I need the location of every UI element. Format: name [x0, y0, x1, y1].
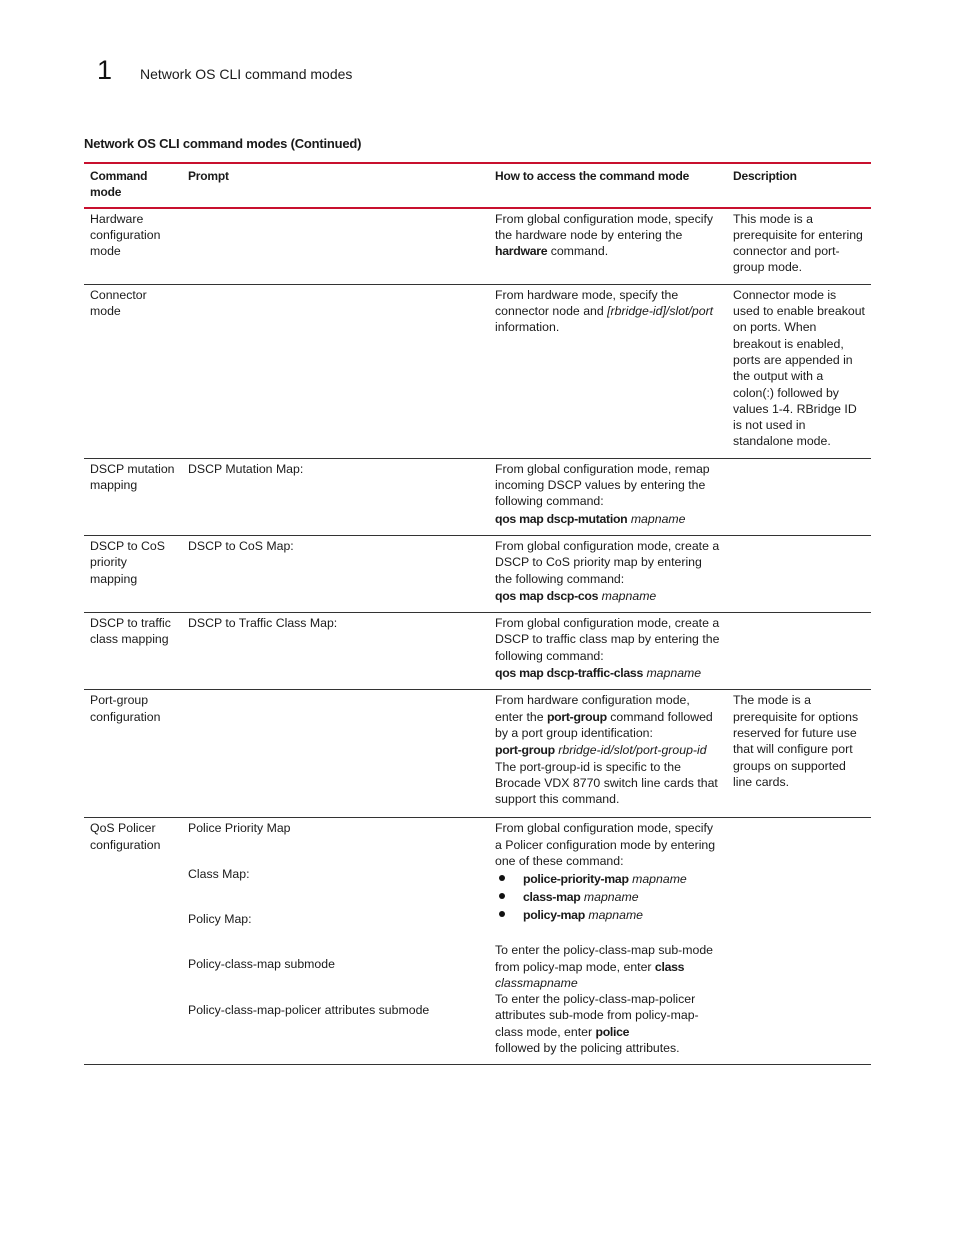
prompt-class-map: Class Map: [188, 866, 250, 881]
access-note: The port-group-id is specific to the Brocade VDX 8770 switch line cards that support this command. [495, 759, 718, 807]
chapter-number: 1 [97, 55, 113, 85]
prompt-cell [182, 690, 489, 818]
mode-cell: Hardware configuration mode [90, 211, 161, 259]
command-keyword: police-priority-map [523, 872, 629, 887]
command-keyword: policy-map [523, 908, 585, 923]
access-cell [489, 818, 727, 1065]
mode-cell: Connector mode [90, 287, 147, 319]
table-row [84, 818, 871, 1065]
command-keyword: hardware [495, 244, 548, 259]
mode-cell: Port-group configuration [90, 693, 161, 724]
access-text: information. [495, 320, 560, 335]
prompt-cell: DSCP to CoS Map: [188, 538, 294, 553]
command-argument: [rbridge-id]/slot/port [607, 304, 714, 319]
command-argument: mapname [630, 511, 686, 526]
mode-cell: QoS Policer configuration [90, 821, 161, 852]
prompt-policer-attributes: Policy-class-map-policer attributes submode [188, 1002, 430, 1017]
command-keyword: police [595, 1024, 630, 1039]
access-text: From global configuration mode, create a DSCP to CoS priority map by entering the following command: [495, 538, 720, 586]
list-item [495, 870, 721, 888]
description-cell: This mode is a prerequisite for entering connector and port-group mode. [733, 211, 863, 275]
access-text: command followed by a port group identification: [495, 709, 713, 740]
command-keyword: class [654, 959, 685, 974]
list-item [495, 888, 721, 906]
command-argument: mapname [583, 890, 639, 905]
list-item [495, 906, 721, 924]
command-modes-table [84, 162, 871, 1065]
command-argument: mapname [601, 588, 657, 603]
table-row [84, 208, 871, 285]
column-header-description: Description [733, 169, 797, 183]
prompt-police-priority-map: Police Priority Map [188, 821, 291, 836]
column-header-access: How to access the command mode [495, 169, 690, 183]
mode-cell: DSCP to traffic class mapping [90, 616, 171, 647]
access-text: From global configuration mode, create a DSCP to traffic class map by entering the following command: [495, 616, 720, 663]
access-cell [489, 690, 727, 818]
command-keyword: qos map dscp-traffic-class [495, 666, 644, 681]
table-title: Network OS CLI command modes (Continued) [84, 136, 362, 151]
mode-cell: DSCP to CoS priority mapping [90, 538, 165, 586]
access-text: From global configuration mode, remap incoming DSCP values by entering the following command: [495, 461, 710, 509]
access-text: followed by the policing attributes. [495, 1040, 680, 1055]
access-cell [489, 208, 727, 285]
table-row [84, 458, 871, 535]
mode-cell: DSCP mutation mapping [90, 461, 175, 493]
access-cell [489, 284, 727, 458]
column-header-command-mode: Command mode [90, 169, 148, 200]
access-cell [489, 458, 727, 535]
command-keyword: qos map dscp-mutation [495, 511, 628, 526]
description-cell [727, 535, 871, 612]
command-argument: classmapname [495, 975, 578, 990]
column-header-prompt: Prompt [188, 169, 229, 183]
command-argument: mapname [588, 908, 644, 923]
prompt-cell [182, 818, 489, 1065]
command-keyword: class-map [523, 890, 581, 905]
access-text: To enter the policy-class-map-policer attributes sub-mode from policy-map-class mode, enter [495, 992, 699, 1039]
prompt-cell: DSCP Mutation Map: [188, 461, 304, 476]
access-text: From hardware configuration mode, enter the [495, 693, 690, 724]
prompt-cell [182, 284, 489, 458]
prompt-cell: DSCP to Traffic Class Map: [188, 616, 338, 631]
table-row [84, 535, 871, 612]
command-argument: mapname [646, 666, 702, 681]
prompt-cell [182, 208, 489, 285]
description-cell [727, 613, 871, 690]
command-argument: rbridge-id/slot/port-group-id [558, 743, 707, 758]
prompt-policy-class-map: Policy-class-map submode [188, 957, 335, 972]
description-cell: Connector mode is used to enable breakout on ports. When breakout is enabled, ports are appended in the output with a colon(:) followed by values 1-4. RBridge ID is not used in standalone mode. [733, 287, 865, 449]
description-cell [727, 818, 871, 1065]
running-title: Network OS CLI command modes [140, 66, 353, 82]
access-text: From global configuration mode, specify a Policer configuration mode by entering one of these command: [495, 821, 716, 868]
access-text: From hardware mode, specify the connector node and [495, 287, 679, 319]
table-row [84, 613, 871, 690]
access-text: To enter the policy-class-map sub-mode from policy-map mode, enter [495, 943, 714, 974]
command-argument: mapname [632, 872, 687, 887]
table-row [84, 690, 871, 818]
access-cell [489, 535, 727, 612]
bullet-icon [499, 893, 505, 899]
access-text: From global configuration mode, specify the hardware node by entering the [495, 211, 714, 242]
bullet-icon [499, 911, 505, 917]
description-cell [727, 458, 871, 535]
prompt-policy-map: Policy Map: [188, 911, 252, 926]
command-keyword: port-group [495, 743, 555, 758]
command-keyword: qos map dscp-cos [495, 588, 599, 603]
table-header-row [84, 163, 871, 208]
access-cell [489, 613, 727, 690]
description-cell: The mode is a prerequisite for options reserved for future use that will configure port groups on supported line cards. [733, 693, 859, 789]
command-list [495, 870, 721, 924]
table-row [84, 284, 871, 458]
access-text: command. [547, 244, 609, 259]
bullet-icon [499, 875, 505, 881]
command-keyword: port-group [546, 709, 607, 724]
